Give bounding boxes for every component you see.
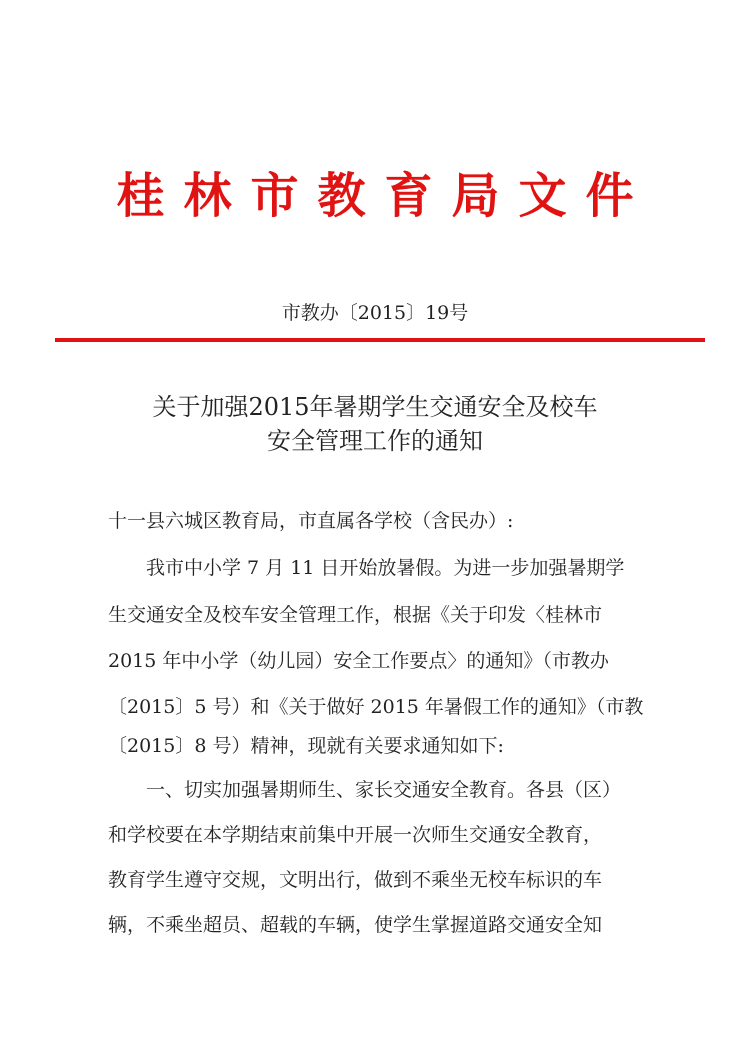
- body-paragraph-line: 辆，不乘坐超员、超载的车辆，使学生掌握道路交通安全知: [108, 914, 603, 936]
- document-title: [0, 390, 750, 458]
- body-paragraph-line: 〔2015〕5 号）和《关于做好 2015 年暑假工作的通知》（市教: [108, 696, 644, 718]
- addressee-line: 十一县六城区教育局，市直属各学校（含民办）:: [108, 510, 514, 532]
- red-divider-line: [55, 338, 705, 342]
- body-paragraph-line: 一、切实加强暑期师生、家长交通安全教育。各县（区）: [146, 779, 622, 801]
- body-paragraph-line: 2015 年中小学（幼儿园）安全工作要点〉的通知》（市教办: [108, 650, 609, 672]
- body-paragraph-line: 生交通安全及校车安全管理工作，根据《关于印发〈桂林市: [108, 604, 603, 626]
- body-paragraph-line: 我市中小学 7 月 11 日开始放暑假。为进一步加强暑期学: [146, 557, 625, 579]
- body-paragraph-line: 和学校要在本学期结束前集中开展一次师生交通安全教育，: [108, 824, 603, 846]
- body-paragraph-line: 教育学生遵守交规，文明出行，做到不乘坐无校车标识的车: [108, 869, 603, 891]
- document-header-title: 桂林市教育局文件: [116, 168, 653, 224]
- document-title-line-1: 关于加强2015年暑期学生交通安全及校车: [152, 393, 598, 421]
- document-title-line-2: 安全管理工作的通知: [267, 427, 483, 455]
- body-paragraph-line: 〔2015〕8 号）精神，现就有关要求通知如下:: [108, 735, 504, 757]
- document-number: 市教办〔2015〕19号: [281, 302, 469, 324]
